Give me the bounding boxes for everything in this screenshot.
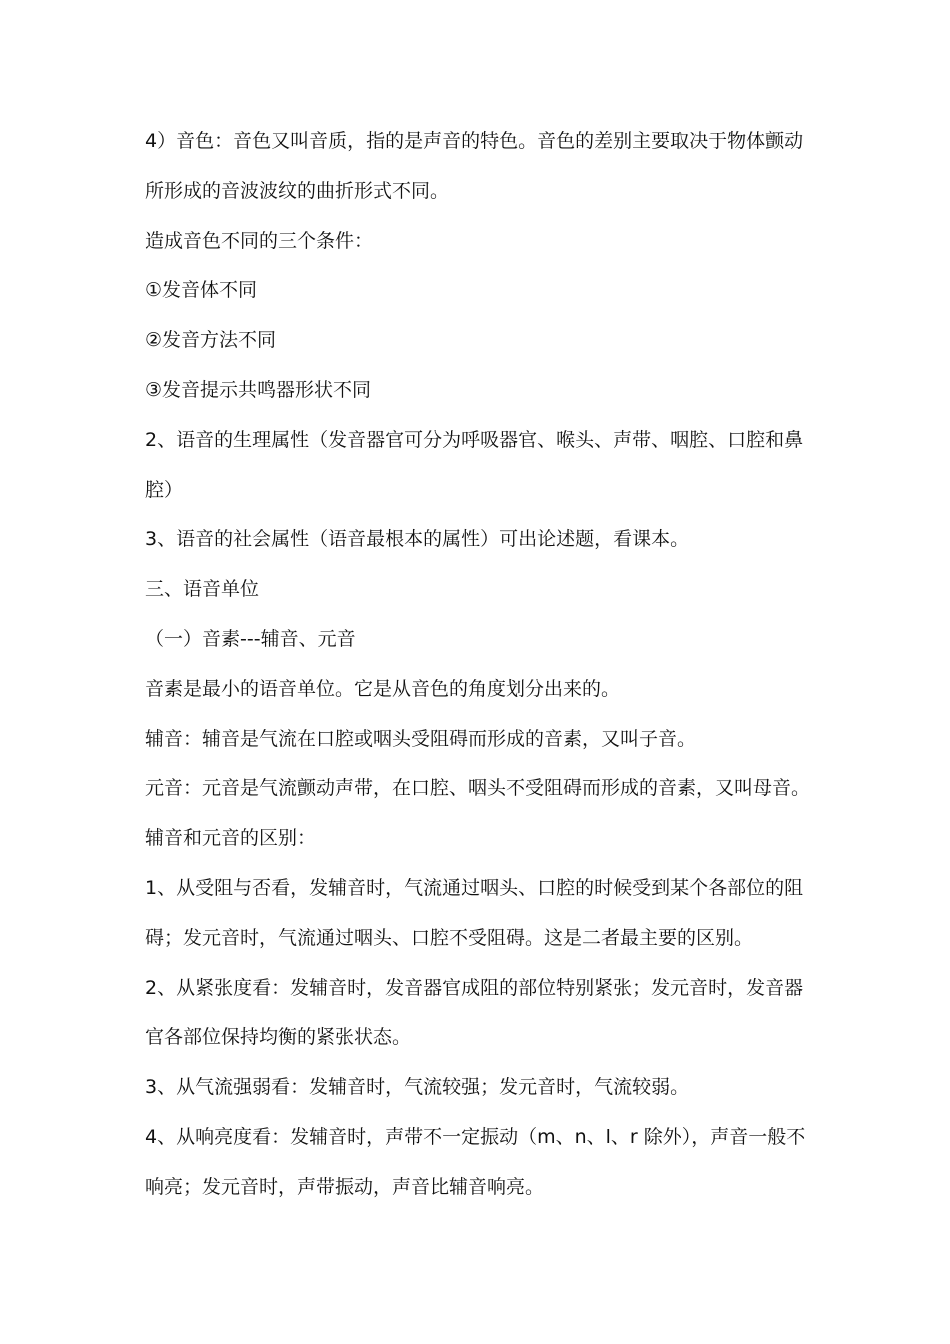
paragraph-differences-heading: 辅音和元音的区别： bbox=[145, 827, 317, 850]
paragraph-difference-4: 4、从响亮度看：发辅音时，声带不一定振动（m、n、l、r 除外），声音一般不响亮；发元音时，声带振动，声音比辅音响亮。 bbox=[145, 1125, 806, 1198]
paragraph-difference-3: 3、从气流强弱看：发辅音时，气流较强；发元音时，气流较弱。 bbox=[145, 1076, 690, 1099]
subsection-heading-phonemes: （一）音素---辅音、元音 bbox=[145, 627, 356, 650]
paragraph-social-attribute: 3、语音的社会属性（语音最根本的属性）可出论述题，看课本。 bbox=[145, 528, 690, 551]
paragraph-physiological-attribute: 2、语音的生理属性（发音器官可分为呼吸器官、喉头、声带、咽腔、口腔和鼻腔） bbox=[145, 428, 804, 501]
paragraph-vowel-definition: 元音：元音是气流颤动声带，在口腔、咽头不受阻碍而形成的音素，又叫母音。 bbox=[145, 777, 811, 800]
paragraph-condition-3: ③发音提示共鸣器形状不同 bbox=[145, 378, 372, 401]
paragraph-difference-2: 2、从紧张度看：发辅音时，发音器官成阻的部位特别紧张；发元音时，发音器官各部位保持均衡的紧张状态。 bbox=[145, 976, 804, 1049]
paragraph-phoneme-definition: 音素是最小的语音单位。它是从音色的角度划分出来的。 bbox=[145, 677, 621, 700]
paragraph-condition-2: ②发音方法不同 bbox=[145, 329, 277, 352]
document-body bbox=[145, 117, 810, 1213]
paragraph-consonant-definition: 辅音：辅音是气流在口腔或咽头受阻碍而形成的音素，又叫子音。 bbox=[145, 727, 697, 750]
paragraph-difference-1: 1、从受阻与否看，发辅音时，气流通过咽头、口腔的时候受到某个各部位的阻碍；发元音时，气流通过咽头、口腔不受阻碍。这是二者最主要的区别。 bbox=[145, 876, 804, 949]
paragraph-timbre-conditions-heading: 造成音色不同的三个条件： bbox=[145, 229, 374, 252]
section-heading-speech-units: 三、语音单位 bbox=[145, 578, 260, 601]
paragraph-timbre-definition: 4）音色：音色又叫音质，指的是声音的特色。音色的差别主要取决于物体颤动所形成的音波波纹的曲折形式不同。 bbox=[145, 130, 804, 202]
paragraph-condition-1: ①发音体不同 bbox=[145, 279, 258, 302]
